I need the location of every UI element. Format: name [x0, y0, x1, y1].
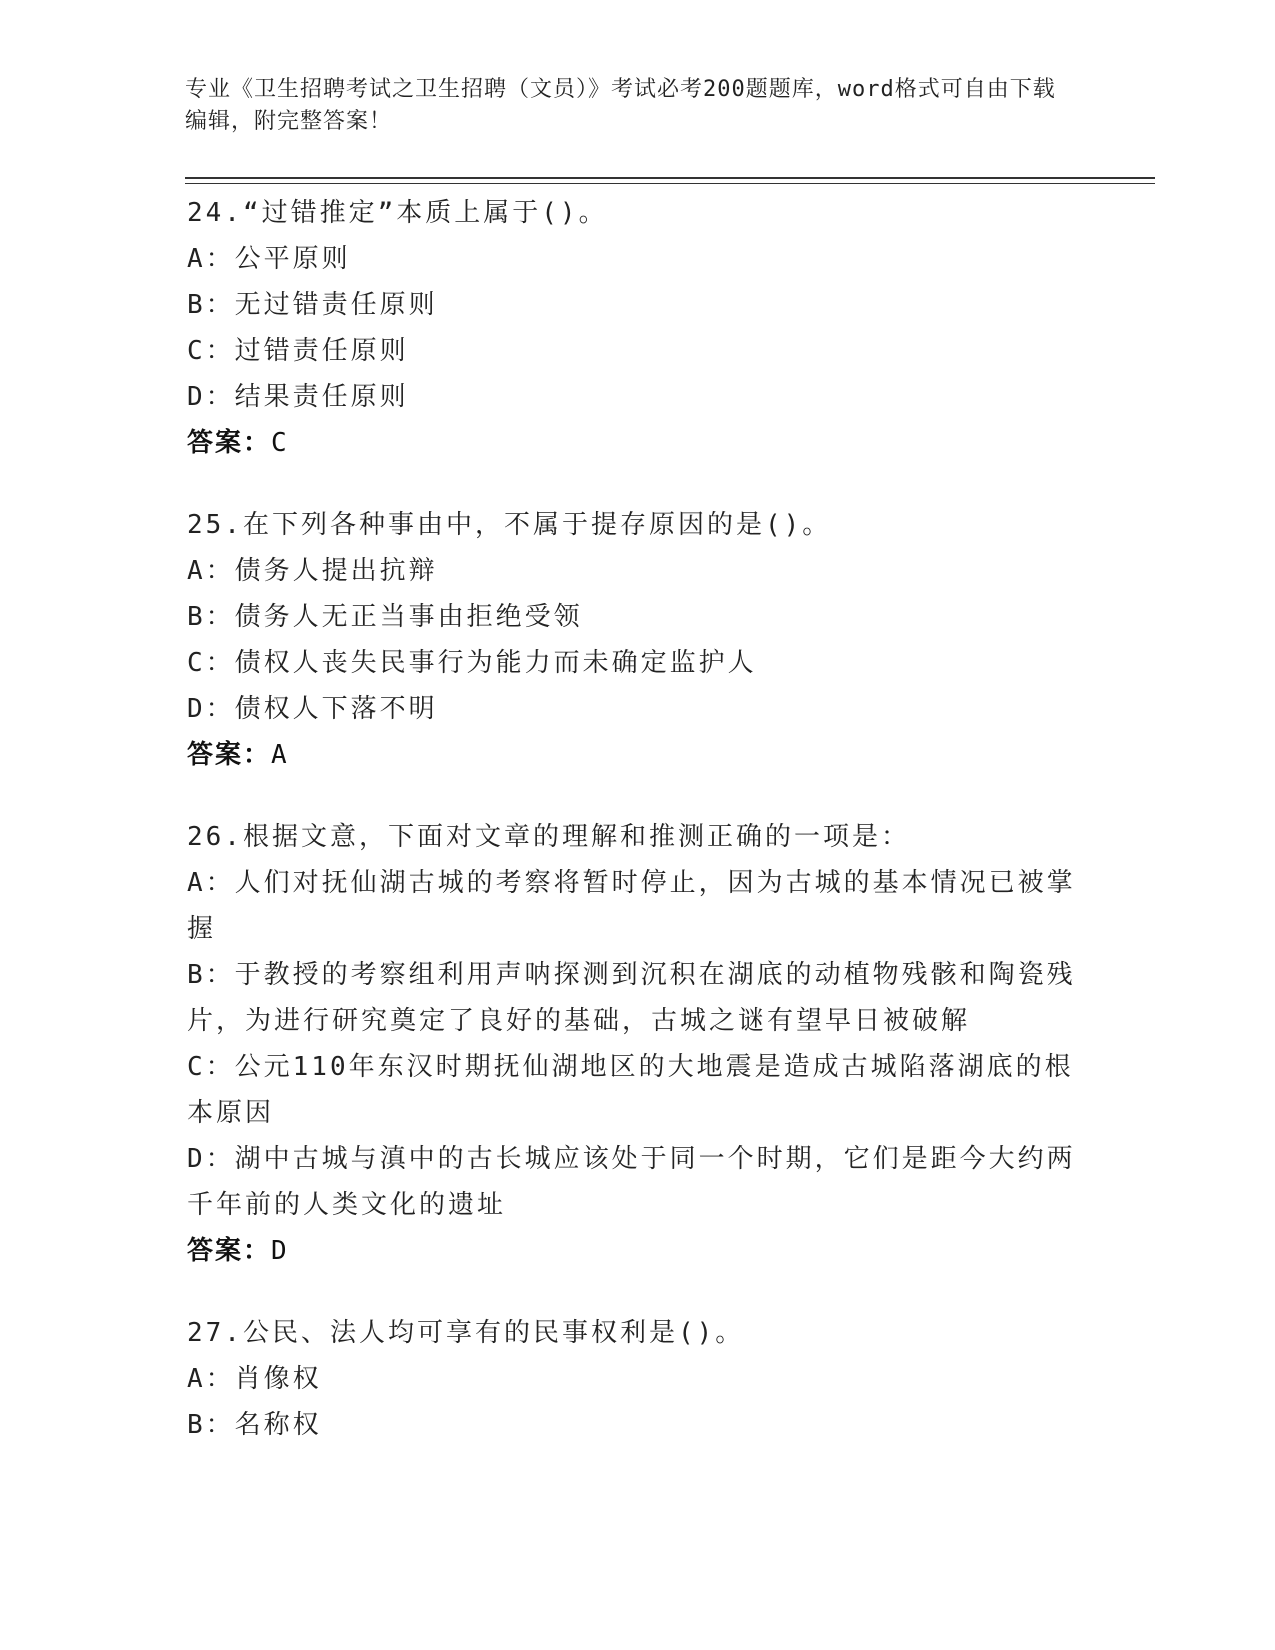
answer-line — [187, 1228, 1077, 1274]
question-stem: 27.公民、法人均可享有的民事权利是()。 — [187, 1318, 745, 1348]
answer-value: C — [271, 428, 289, 458]
question-26 — [187, 814, 1077, 1274]
option-b: B：无过错责任原则 — [187, 290, 438, 320]
option-d: D：结果责任原则 — [187, 382, 409, 412]
question-list — [187, 190, 1077, 1484]
answer-line — [187, 732, 1077, 778]
answer-label: 答案： — [187, 428, 272, 458]
answer-label: 答案： — [187, 740, 272, 770]
question-stem: 25.在下列各种事由中，不属于提存原因的是()。 — [187, 510, 832, 540]
answer-value: A — [271, 740, 289, 770]
option-d: D：债权人下落不明 — [187, 694, 438, 724]
option-a: A：人们对抚仙湖古城的考察将暂时停止，因为古城的基本情况已被掌握 — [187, 868, 1076, 944]
document-header: 专业《卫生招聘考试之卫生招聘（文员）》考试必考200题题库，word格式可自由下载编辑，附完整答案！ — [185, 77, 1056, 134]
question-stem: 24.“过错推定”本质上属于()。 — [187, 198, 608, 228]
option-a: A：肖像权 — [187, 1364, 322, 1394]
option-a: A：债务人提出抗辩 — [187, 556, 438, 586]
header-rule-thin — [185, 183, 1155, 184]
option-a: A：公平原则 — [187, 244, 351, 274]
question-stem: 26.根据文意，下面对文章的理解和推测正确的一项是： — [187, 822, 910, 852]
option-d: D：湖中古城与滇中的古长城应该处于同一个时期，它们是距今大约两千年前的人类文化的遗址 — [187, 1144, 1076, 1220]
question-27 — [187, 1310, 1077, 1448]
option-b: B：名称权 — [187, 1410, 322, 1440]
option-b: B：于教授的考察组利用声呐探测到沉积在湖底的动植物残骸和陶瓷残片，为进行研究奠定了良好的基础，古城之谜有望早日被破解 — [187, 960, 1076, 1036]
option-c: C：公元110年东汉时期抚仙湖地区的大地震是造成古城陷落湖底的根本原因 — [187, 1052, 1074, 1128]
question-25 — [187, 502, 1077, 778]
option-c: C：过错责任原则 — [187, 336, 409, 366]
option-c: C：债权人丧失民事行为能力而未确定监护人 — [187, 648, 757, 678]
question-24 — [187, 190, 1077, 466]
answer-value: D — [271, 1236, 289, 1266]
answer-label: 答案： — [187, 1236, 272, 1266]
answer-line — [187, 420, 1077, 466]
header-rule-thick — [185, 177, 1155, 179]
option-b: B：债务人无正当事由拒绝受领 — [187, 602, 583, 632]
